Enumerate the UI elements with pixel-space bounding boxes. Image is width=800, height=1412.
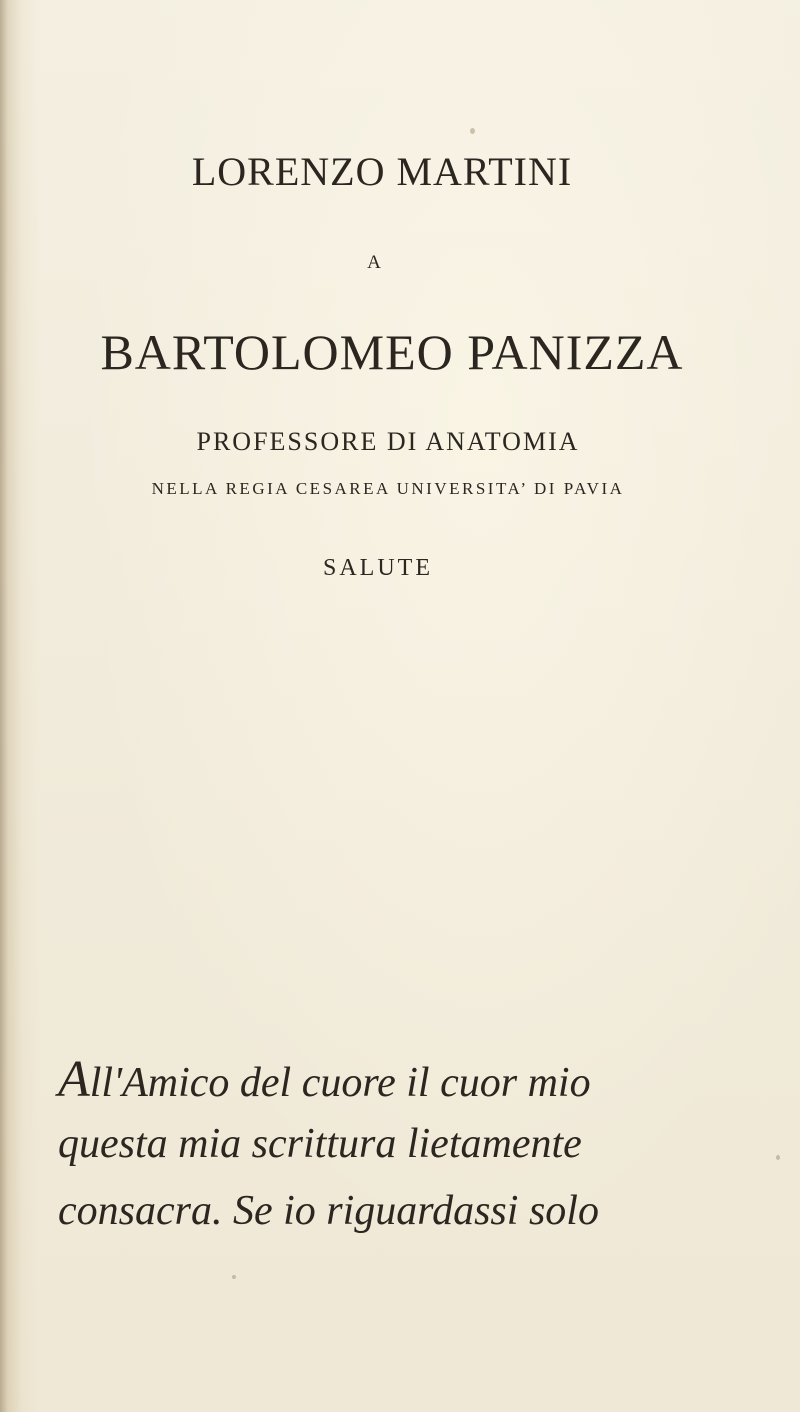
recipient-name: BARTOLOMEO PANIZZA <box>100 324 684 380</box>
ink-speck <box>776 1155 780 1160</box>
body-line-3: consacra. Se io riguardassi solo <box>58 1188 599 1234</box>
body-line-2: questa mia scrittura lietamente <box>58 1121 582 1167</box>
ink-speck <box>232 1275 236 1279</box>
body-line-1-text: ll'Amico del cuore il cuor mio <box>89 1060 591 1106</box>
ink-speck <box>470 128 475 134</box>
body-line-1 <box>58 1050 758 1109</box>
recipient-profession: PROFESSORE DI ANATOMIA <box>196 427 580 456</box>
page-gutter-shadow <box>0 0 40 1412</box>
dedication-preposition: A <box>367 252 381 273</box>
ornamental-initial: A <box>58 1051 90 1108</box>
salutation: SALUTE <box>323 555 433 581</box>
recipient-institution: NELLA REGIA CESAREA UNIVERSITA’ DI PAVIA <box>151 479 625 498</box>
author-name: LORENZO MARTINI <box>191 149 573 194</box>
